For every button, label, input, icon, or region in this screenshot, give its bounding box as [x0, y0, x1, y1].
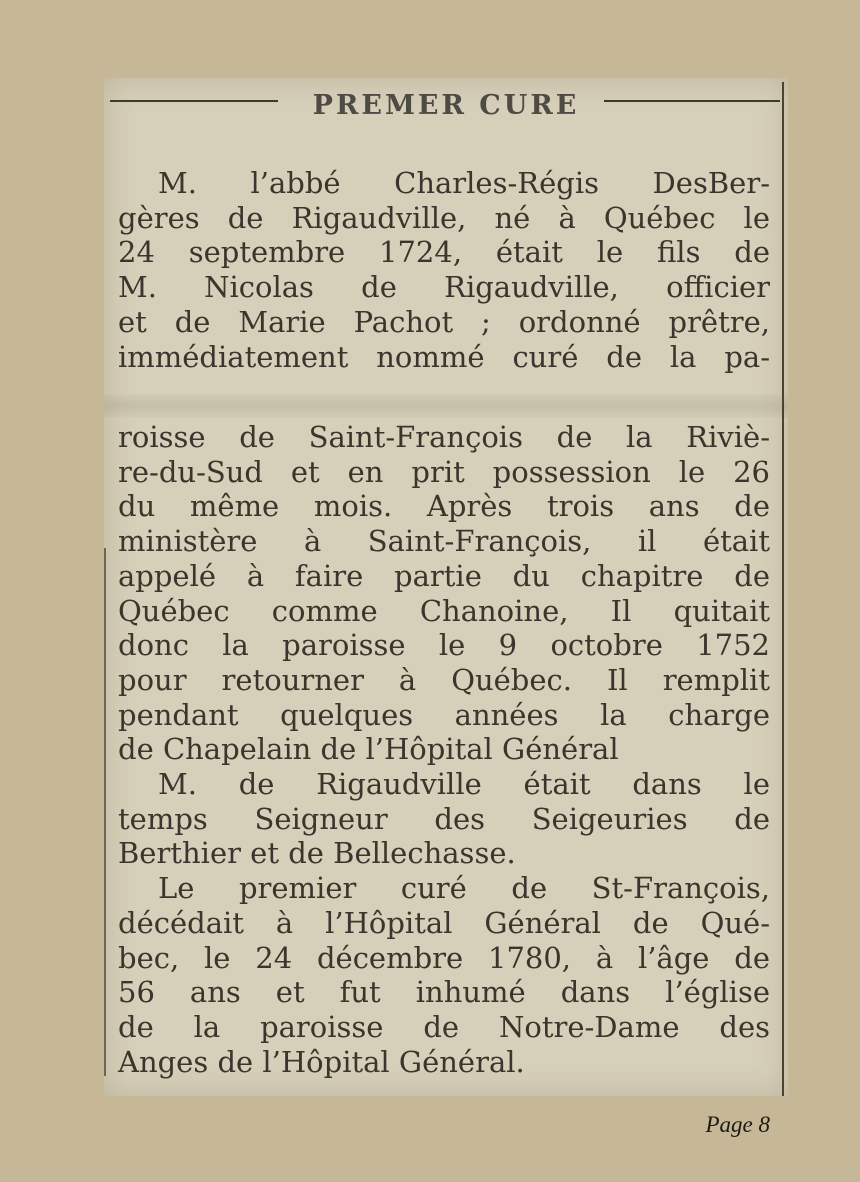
fold-crease	[104, 394, 788, 418]
text-line: 56 ans et fut inhumé dans l’église	[118, 975, 770, 1010]
article-heading: PREMER CURE	[312, 90, 580, 121]
text-line: Anges de l’Hôpital Général.	[118, 1044, 525, 1079]
text-line: 24 septembre 1724, était le fils de	[118, 235, 770, 270]
text-line: donc la paroisse le 9 octobre 1752	[118, 628, 770, 663]
text-line: Québec comme Chanoine, Il quitait	[118, 593, 770, 628]
newspaper-clipping	[104, 78, 788, 1096]
text-line: de Chapelain de l’Hôpital Général	[118, 732, 619, 767]
article-body-bottom	[118, 420, 770, 1079]
text-line: temps Seigneur des Seigeuries de	[118, 801, 770, 836]
text-line: pendant quelques années la charge	[118, 697, 770, 732]
text-line: décédait à l’Hôpital Général de Qué-	[118, 905, 770, 940]
page-number: Page 8	[705, 1112, 770, 1137]
text-line: re-du-Sud et en prit possession le 26	[118, 454, 770, 489]
text-line: M. Nicolas de Rigaudville, officier	[118, 270, 770, 305]
text-line: appelé à faire partie du chapitre de	[118, 558, 770, 593]
text-line: immédiatement nommé curé de la pa-	[118, 339, 770, 374]
text-line: pour retourner à Québec. Il remplit	[118, 662, 770, 697]
text-line: M. l’abbé Charles-Régis DesBer-	[158, 166, 770, 200]
text-line: Le premier curé de St-François,	[158, 871, 770, 906]
text-line: de la paroisse de Notre-Dame des	[118, 1009, 770, 1044]
text-line: M. de Rigaudville était dans le	[158, 767, 770, 802]
text-line: ministère à Saint-François, il était	[118, 524, 770, 559]
text-line: du même mois. Après trois ans de	[118, 489, 770, 524]
text-line: gères de Rigaudville, né à Québec le	[118, 200, 770, 235]
article-body-top	[118, 166, 770, 374]
clipping-edge-left	[104, 548, 106, 1076]
text-line: roisse de Saint-François de la Riviè-	[118, 420, 770, 454]
text-line: bec, le 24 décembre 1780, à l’âge de	[118, 940, 770, 975]
text-line: et de Marie Pachot ; ordonné prêtre,	[118, 304, 770, 339]
text-line: Berthier et de Bellechasse.	[118, 836, 516, 871]
clipping-edge-right	[782, 82, 784, 1096]
